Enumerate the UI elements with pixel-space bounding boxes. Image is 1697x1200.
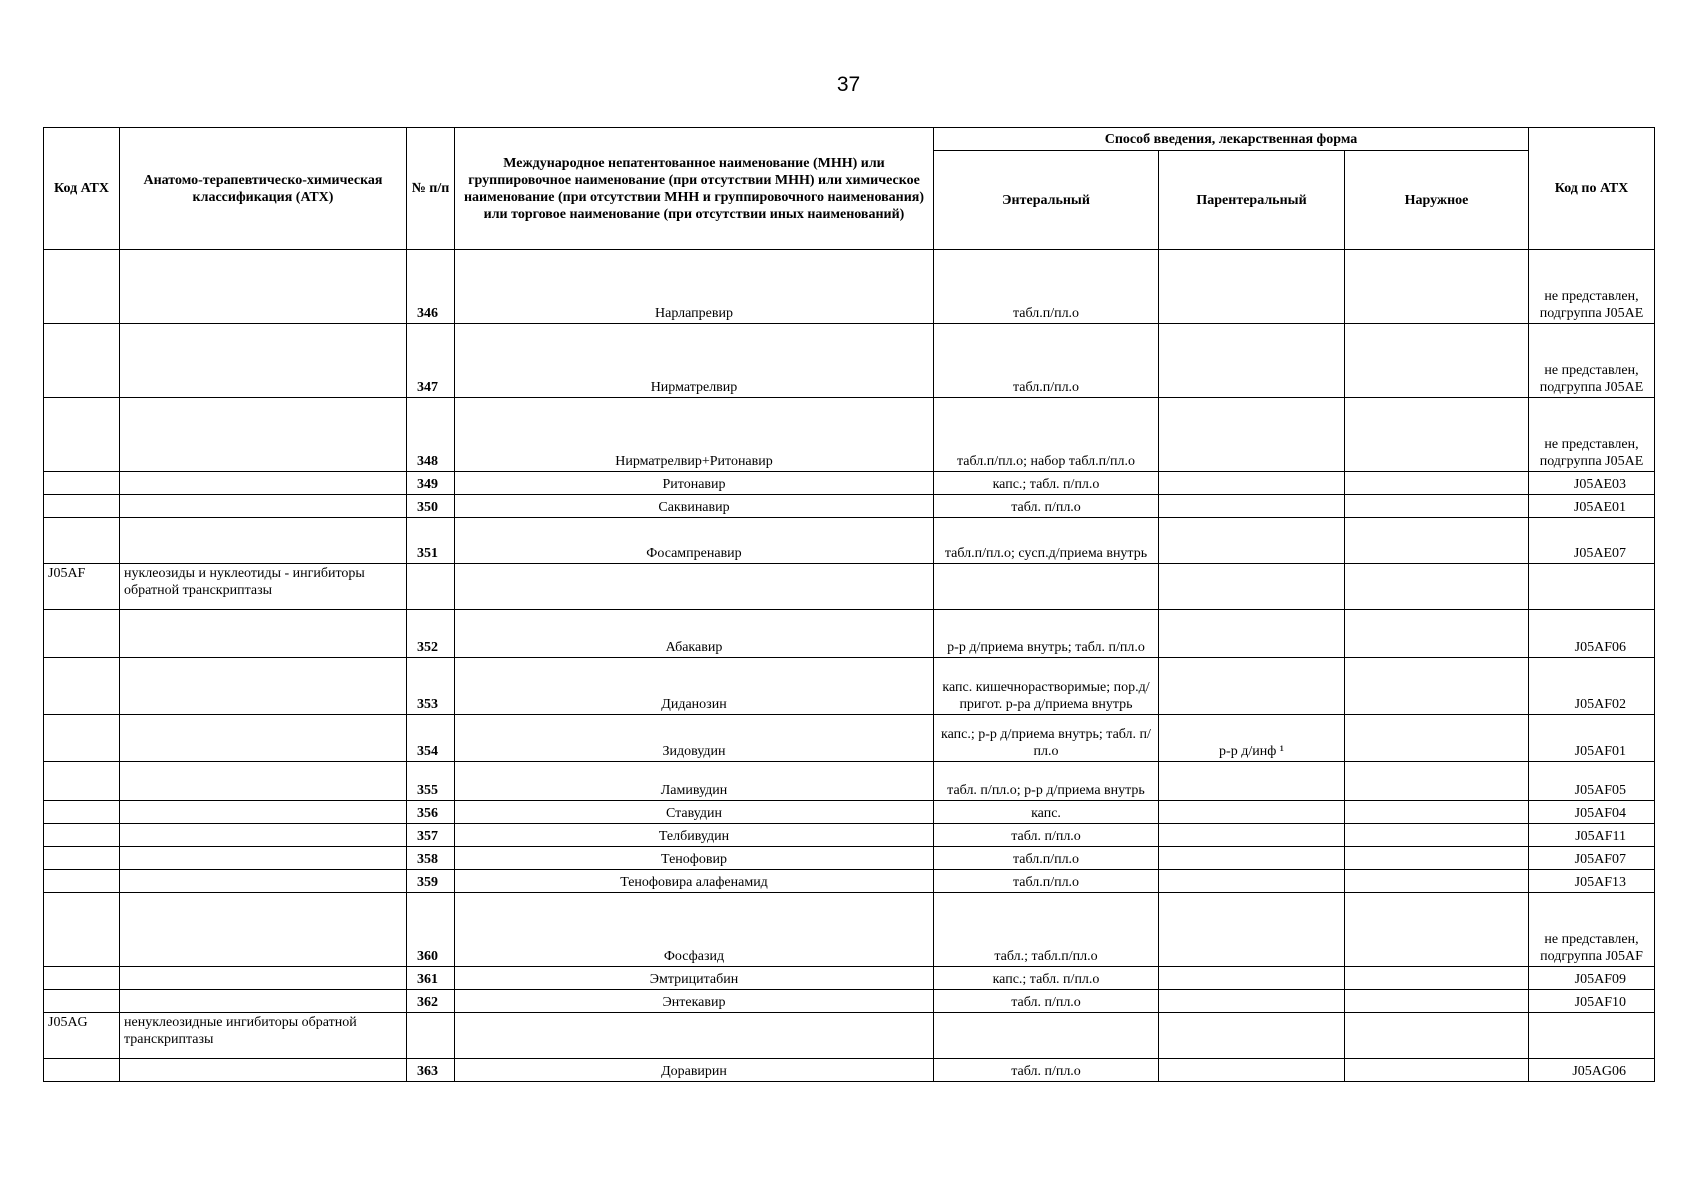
enteral-form-cell: табл.п/пл.о (934, 847, 1159, 870)
atc-code-cell: J05AF11 (1529, 824, 1655, 847)
table-row (44, 967, 1655, 990)
classification-cell (120, 870, 407, 893)
atc-code-cell: J05AE07 (1529, 518, 1655, 564)
atx-code-cell (44, 1059, 120, 1082)
atc-code-cell: J05AF07 (1529, 847, 1655, 870)
atc-code-cell: не представлен, подгруппа J05AF (1529, 893, 1655, 967)
header-route-group: Способ введения, лекарственная форма (934, 128, 1529, 151)
enteral-form-cell: капс.; табл. п/пл.о (934, 967, 1159, 990)
external-form-cell (1345, 967, 1529, 990)
parenteral-form-cell (1159, 1013, 1345, 1059)
parenteral-form-cell (1159, 658, 1345, 715)
row-number-cell: 362 (407, 990, 455, 1013)
drug-name-cell: Диданозин (455, 658, 934, 715)
atx-code-cell (44, 715, 120, 762)
enteral-form-cell: табл. п/пл.о (934, 824, 1159, 847)
parenteral-form-cell: р-р д/инф ¹ (1159, 715, 1345, 762)
atx-code-cell (44, 518, 120, 564)
row-number-cell (407, 1013, 455, 1059)
table-row (44, 610, 1655, 658)
classification-cell (120, 967, 407, 990)
row-number-cell: 355 (407, 762, 455, 801)
external-form-cell (1345, 847, 1529, 870)
table-row (44, 324, 1655, 398)
parenteral-form-cell (1159, 801, 1345, 824)
row-number-cell: 361 (407, 967, 455, 990)
parenteral-form-cell (1159, 893, 1345, 967)
drug-classification-table (43, 127, 1655, 1082)
row-number-cell: 346 (407, 250, 455, 324)
drug-name-cell: Нирматрелвир+Ритонавир (455, 398, 934, 472)
external-form-cell (1345, 893, 1529, 967)
classification-cell (120, 847, 407, 870)
atc-code-cell: J05AF13 (1529, 870, 1655, 893)
parenteral-form-cell (1159, 518, 1345, 564)
drug-name-cell: Ритонавир (455, 472, 934, 495)
enteral-form-cell: капс.; р-р д/приема внутрь; табл. п/пл.о (934, 715, 1159, 762)
page-number: 37 (836, 73, 861, 96)
atx-code-cell (44, 658, 120, 715)
classification-cell: нуклеозиды и нуклеотиды - ингибиторы обратной транскриптазы (120, 564, 407, 610)
drug-name-cell (455, 1013, 934, 1059)
atc-code-cell: J05AF04 (1529, 801, 1655, 824)
atc-code-cell: J05AG06 (1529, 1059, 1655, 1082)
enteral-form-cell: капс. (934, 801, 1159, 824)
atx-code-cell (44, 801, 120, 824)
enteral-form-cell (934, 1013, 1159, 1059)
classification-cell (120, 824, 407, 847)
atc-code-cell: J05AF09 (1529, 967, 1655, 990)
atx-code-cell: J05AG (44, 1013, 120, 1059)
table-row (44, 847, 1655, 870)
atc-code-cell: не представлен, подгруппа J05AE (1529, 250, 1655, 324)
external-form-cell (1345, 990, 1529, 1013)
row-number-cell: 351 (407, 518, 455, 564)
atc-code-cell: не представлен, подгруппа J05AE (1529, 324, 1655, 398)
parenteral-form-cell (1159, 762, 1345, 801)
row-number-cell: 356 (407, 801, 455, 824)
atx-code-cell (44, 990, 120, 1013)
enteral-form-cell: табл. п/пл.о; р-р д/приема внутрь (934, 762, 1159, 801)
atc-code-cell: не представлен, подгруппа J05AE (1529, 398, 1655, 472)
external-form-cell (1345, 1013, 1529, 1059)
external-form-cell (1345, 762, 1529, 801)
parenteral-form-cell (1159, 824, 1345, 847)
atx-code-cell (44, 870, 120, 893)
external-form-cell (1345, 824, 1529, 847)
atx-code-cell (44, 495, 120, 518)
row-number-cell: 360 (407, 893, 455, 967)
classification-cell (120, 495, 407, 518)
atx-code-cell (44, 762, 120, 801)
drug-name-cell: Фосампренавир (455, 518, 934, 564)
classification-cell (120, 762, 407, 801)
enteral-form-cell: табл.п/пл.о (934, 324, 1159, 398)
drug-name-cell: Ламивудин (455, 762, 934, 801)
atc-code-cell: J05AF02 (1529, 658, 1655, 715)
drug-name-cell: Энтекавир (455, 990, 934, 1013)
parenteral-form-cell (1159, 967, 1345, 990)
drug-name-cell: Ставудин (455, 801, 934, 824)
table-row (44, 398, 1655, 472)
drug-name-cell: Нирматрелвир (455, 324, 934, 398)
row-number-cell: 357 (407, 824, 455, 847)
atc-code-cell: J05AF10 (1529, 990, 1655, 1013)
table-row (44, 495, 1655, 518)
external-form-cell (1345, 715, 1529, 762)
row-number-cell: 350 (407, 495, 455, 518)
classification-cell (120, 1059, 407, 1082)
drug-name-cell: Тенофовира алафенамид (455, 870, 934, 893)
enteral-form-cell: табл. п/пл.о (934, 990, 1159, 1013)
external-form-cell (1345, 324, 1529, 398)
drug-name-cell: Доравирин (455, 1059, 934, 1082)
row-number-cell: 352 (407, 610, 455, 658)
drug-name-cell: Нарлапревир (455, 250, 934, 324)
parenteral-form-cell (1159, 990, 1345, 1013)
drug-name-cell: Эмтрицитабин (455, 967, 934, 990)
classification-cell (120, 324, 407, 398)
header-classification: Анатомо-терапевтическо-химическая классификация (АТХ) (120, 128, 407, 250)
enteral-form-cell: табл.п/пл.о; набор табл.п/пл.о (934, 398, 1159, 472)
header-atc-code: Код по АТХ (1529, 128, 1655, 250)
external-form-cell (1345, 518, 1529, 564)
external-form-cell (1345, 472, 1529, 495)
enteral-form-cell: табл. п/пл.о (934, 495, 1159, 518)
external-form-cell (1345, 250, 1529, 324)
row-number-cell (407, 564, 455, 610)
external-form-cell (1345, 564, 1529, 610)
enteral-form-cell: табл.п/пл.о; сусп.д/приема внутрь (934, 518, 1159, 564)
drug-name-cell: Абакавир (455, 610, 934, 658)
parenteral-form-cell (1159, 495, 1345, 518)
parenteral-form-cell (1159, 564, 1345, 610)
atx-code-cell (44, 398, 120, 472)
parenteral-form-cell (1159, 870, 1345, 893)
header-enteral: Энтеральный (934, 151, 1159, 250)
table-row (44, 990, 1655, 1013)
parenteral-form-cell (1159, 847, 1345, 870)
drug-name-cell: Саквинавир (455, 495, 934, 518)
table-row (44, 870, 1655, 893)
classification-cell (120, 472, 407, 495)
classification-cell (120, 518, 407, 564)
header-parenteral: Парентеральный (1159, 151, 1345, 250)
external-form-cell (1345, 870, 1529, 893)
atx-code-cell (44, 250, 120, 324)
table-header (44, 128, 1655, 250)
enteral-form-cell: капс.; табл. п/пл.о (934, 472, 1159, 495)
table-row (44, 824, 1655, 847)
atx-code-cell: J05AF (44, 564, 120, 610)
enteral-form-cell: р-р д/приема внутрь; табл. п/пл.о (934, 610, 1159, 658)
drug-name-cell: Тенофовир (455, 847, 934, 870)
external-form-cell (1345, 610, 1529, 658)
table-row (44, 472, 1655, 495)
classification-cell (120, 250, 407, 324)
row-number-cell: 349 (407, 472, 455, 495)
header-number: № п/п (407, 128, 455, 250)
drug-name-cell: Телбивудин (455, 824, 934, 847)
table-row (44, 893, 1655, 967)
atc-code-cell: J05AE03 (1529, 472, 1655, 495)
enteral-form-cell: табл. п/пл.о (934, 1059, 1159, 1082)
classification-cell (120, 658, 407, 715)
table-row (44, 250, 1655, 324)
enteral-form-cell: табл.п/пл.о (934, 250, 1159, 324)
external-form-cell (1345, 1059, 1529, 1082)
enteral-form-cell: табл.; табл.п/пл.о (934, 893, 1159, 967)
atx-code-cell (44, 893, 120, 967)
row-number-cell: 354 (407, 715, 455, 762)
table-row (44, 762, 1655, 801)
parenteral-form-cell (1159, 1059, 1345, 1082)
atc-code-cell: J05AF06 (1529, 610, 1655, 658)
atx-code-cell (44, 847, 120, 870)
table-row (44, 658, 1655, 715)
drug-name-cell: Фосфазид (455, 893, 934, 967)
header-code-atx: Код АТХ (44, 128, 120, 250)
header-name: Международное непатентованное наименование (МНН) или группировочное наименование (при отсутствии МНН) или химическое наименование (при отсутствии МНН и группировочного наименования) или торговое наименование (при отсутствии иных наименований) (455, 128, 934, 250)
row-number-cell: 363 (407, 1059, 455, 1082)
classification-cell (120, 610, 407, 658)
row-number-cell: 359 (407, 870, 455, 893)
classification-cell (120, 893, 407, 967)
atc-code-cell: J05AF05 (1529, 762, 1655, 801)
classification-cell (120, 990, 407, 1013)
parenteral-form-cell (1159, 250, 1345, 324)
parenteral-form-cell (1159, 472, 1345, 495)
atc-code-cell: J05AF01 (1529, 715, 1655, 762)
enteral-form-cell: капс. кишечнорастворимые; пор.д/пригот. р-ра д/приема внутрь (934, 658, 1159, 715)
classification-cell (120, 715, 407, 762)
enteral-form-cell (934, 564, 1159, 610)
external-form-cell (1345, 801, 1529, 824)
atc-code-cell (1529, 564, 1655, 610)
atx-code-cell (44, 967, 120, 990)
atc-code-cell: J05AE01 (1529, 495, 1655, 518)
atx-code-cell (44, 472, 120, 495)
group-row (44, 564, 1655, 610)
classification-cell (120, 801, 407, 824)
row-number-cell: 358 (407, 847, 455, 870)
parenteral-form-cell (1159, 398, 1345, 472)
table-row (44, 1059, 1655, 1082)
atx-code-cell (44, 824, 120, 847)
enteral-form-cell: табл.п/пл.о (934, 870, 1159, 893)
table-row (44, 715, 1655, 762)
classification-cell (120, 398, 407, 472)
group-row (44, 1013, 1655, 1059)
table-row (44, 518, 1655, 564)
table-row (44, 801, 1655, 824)
header-external: Наружное (1345, 151, 1529, 250)
table-body (44, 250, 1655, 1082)
external-form-cell (1345, 495, 1529, 518)
atc-code-cell (1529, 1013, 1655, 1059)
drug-name-cell: Зидовудин (455, 715, 934, 762)
external-form-cell (1345, 658, 1529, 715)
external-form-cell (1345, 398, 1529, 472)
row-number-cell: 347 (407, 324, 455, 398)
row-number-cell: 348 (407, 398, 455, 472)
atx-code-cell (44, 324, 120, 398)
classification-cell: ненуклеозидные ингибиторы обратной транскриптазы (120, 1013, 407, 1059)
parenteral-form-cell (1159, 610, 1345, 658)
atx-code-cell (44, 610, 120, 658)
drug-name-cell (455, 564, 934, 610)
parenteral-form-cell (1159, 324, 1345, 398)
row-number-cell: 353 (407, 658, 455, 715)
